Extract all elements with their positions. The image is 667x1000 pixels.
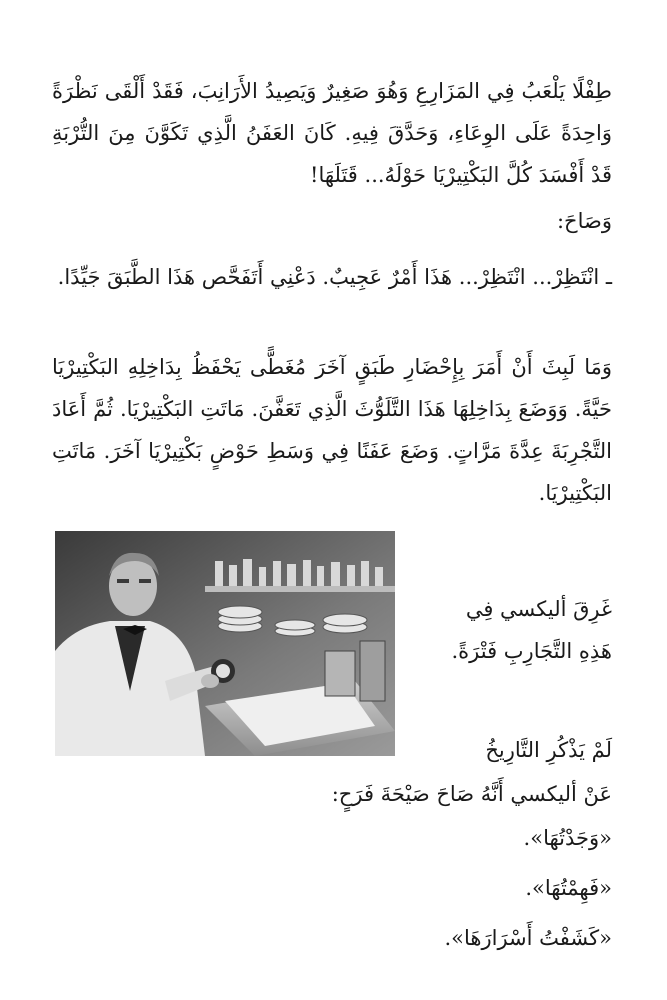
quote-discovered-secrets: «كَشَفْتُ أَسْرَارَهَا». <box>444 926 612 950</box>
caption-line-1: غَرِقَ أليكسي فِي <box>465 597 612 621</box>
quote-found-it: «وَجَدْتُهَا». <box>523 826 612 850</box>
caption-line-2: هَذِهِ التَّجَارِبِ فَتْرَةً. <box>451 639 612 663</box>
lower-line-shout: عَنْ أليكسي أَنَّهُ صَاحَ صَيْحَةَ فَرَحٍ: <box>331 782 612 806</box>
paragraph-intro: طِفْلًا يَلْعَبُ فِي المَزَارِعِ وَهُوَ صَغِيرٌ وَيَصِيدُ الأَرَانِبَ، فَقَدْ أَلْقَى نَظْرَةً وَاحِدَةً عَلَى الوِعَاءِ، وَحَدَّقَ فِيهِ. كَانَ العَفَنُ الَّذِي تَكَوَّنَ مِنَ التُّرْبَةِ قَدْ أَفْسَدَ كُلَّ البَكْتِيرْيَا حَوْلَهُ... قَتَلَهَا! <box>52 79 612 187</box>
caption-block <box>372 588 612 672</box>
paragraph-exclaimed: وَصَاحَ: <box>556 209 612 233</box>
scientist-photo <box>55 531 395 756</box>
lower-line-history: لَمْ يَذْكُرِ التَّارِيخُ <box>485 738 612 762</box>
quote-understood-it: «فَهِمْتُهَا». <box>525 876 612 900</box>
paragraph-quote-wait: ـ انْتَظِرْ... انْتَظِرْ... هَذَا أَمْرٌ عَجِيبٌ. دَعْنِي أَتَفَحَّص هَذَا الطَّبَقَ جَيِّدًا. <box>57 265 612 289</box>
paragraph-experiment: وَمَا لَبِثَ أَنْ أَمَرَ بِإِحْضَارِ طَبَقٍ آخَرَ مُغَطًّى يَحْفَظُ بِدَاخِلِهِ البَكْتِيرْيَا حَيَّةً. وَوَضَعَ بِدَاخِلِهَا هَذَا التَّلَوُّثَ الَّذِي تَعَفَّنَ. مَاتَتِ البَكْتِيرْيَا. ثُمَّ أَعَادَ التَّجْرِبَةَ عِدَّةَ مَرَّاتٍ. وَضَعَ عَفَنًا فِي وَسَطِ حَوْضٍ بَكْتِيرْيَا آخَرَ. مَاتَتِ البَكْتِيرْيَا. <box>52 355 612 505</box>
